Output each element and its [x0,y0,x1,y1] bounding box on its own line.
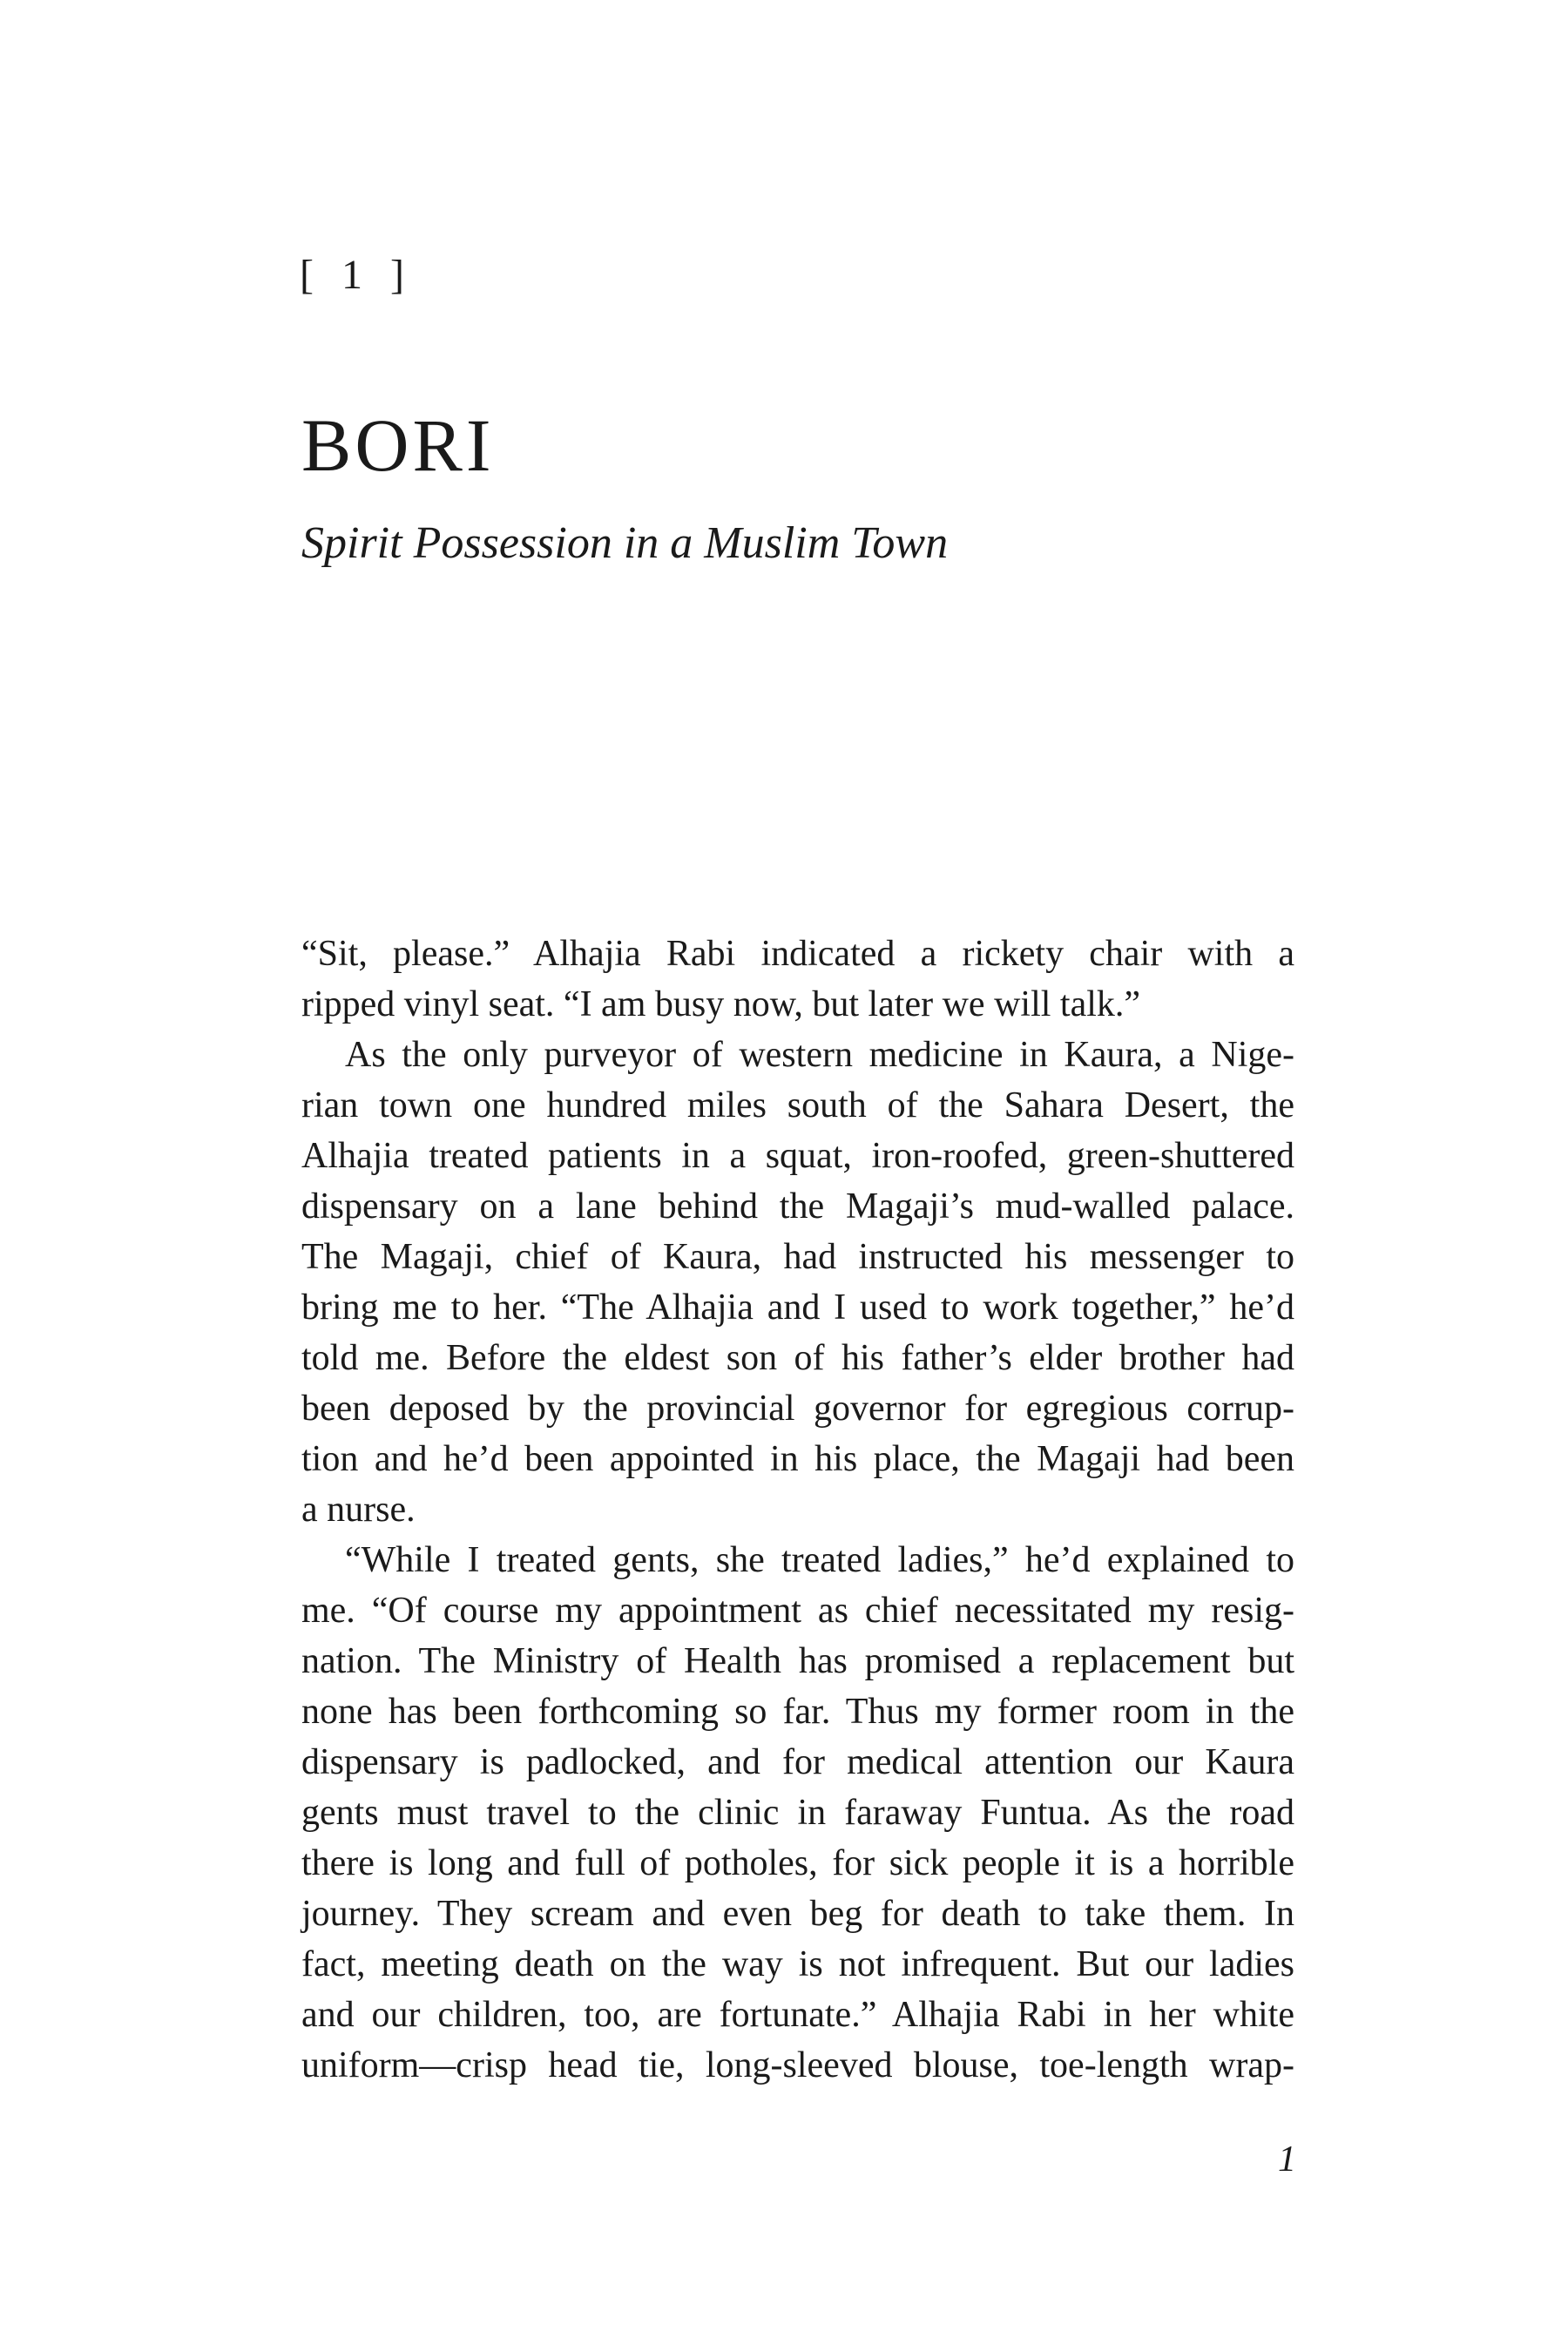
text-line: there is long and full of potholes, for sick people it is a horrible [301,1843,1294,1883]
text-line: journey. They scream and even beg for death to take them. In [301,1894,1294,1934]
text-line: bring me to her. “The Alhajia and I used to work together,” he’d [301,1288,1294,1328]
text-line: uniform—crisp head tie, long-sleeved blouse, toe-length wrap- [301,2045,1294,2085]
text-line: fact, meeting death on the way is not infrequent. But our ladies [301,1944,1294,1984]
text-line: me. “Of course my appointment as chief necessitated my resig- [301,1591,1294,1631]
text-line: “Sit, please.” Alhajia Rabi indicated a rickety chair with a [301,934,1294,974]
text-line: nation. The Ministry of Health has promised a replacement but [301,1641,1294,1681]
chapter-subtitle: Spirit Possession in a Muslim Town [301,518,949,568]
text-line: and our children, too, are fortunate.” Alhajia Rabi in her white [301,1995,1294,2035]
text-line: tion and he’d been appointed in his place, the Magaji had been [301,1439,1294,1479]
text-line: ripped vinyl seat. “I am busy now, but later we will talk.” [301,984,1141,1024]
text-line: none has been forthcoming so far. Thus my former room in the [301,1692,1294,1732]
page-number: 1 [1278,2139,1296,2180]
text-line: dispensary on a lane behind the Magaji’s mud-walled palace. [301,1186,1294,1227]
text-line: Alhajia treated patients in a squat, iron-roofed, green-shuttered [301,1136,1294,1176]
chapter-title: BORI [301,403,495,487]
text-line: told me. Before the eldest son of his father’s elder brother had [301,1338,1294,1378]
chapter-number: [ 1 ] [300,252,413,298]
text-line: rian town one hundred miles south of the Sahara Desert, the [301,1085,1294,1125]
text-line: dispensary is padlocked, and for medical attention our Kaura [301,1742,1294,1782]
text-line: been deposed by the provincial governor for egregious corrup- [301,1389,1294,1429]
text-line: “While I treated gents, she treated ladies,” he’d explained to [345,1540,1294,1580]
text-line: The Magaji, chief of Kaura, had instructed his messenger to [301,1237,1294,1277]
text-line: As the only purveyor of western medicine in Kaura, a Nige- [345,1035,1294,1075]
body-text [301,929,1294,2091]
text-line: gents must travel to the clinic in faraway Funtua. As the road [301,1793,1294,1833]
text-line: a nurse. [301,1490,416,1530]
